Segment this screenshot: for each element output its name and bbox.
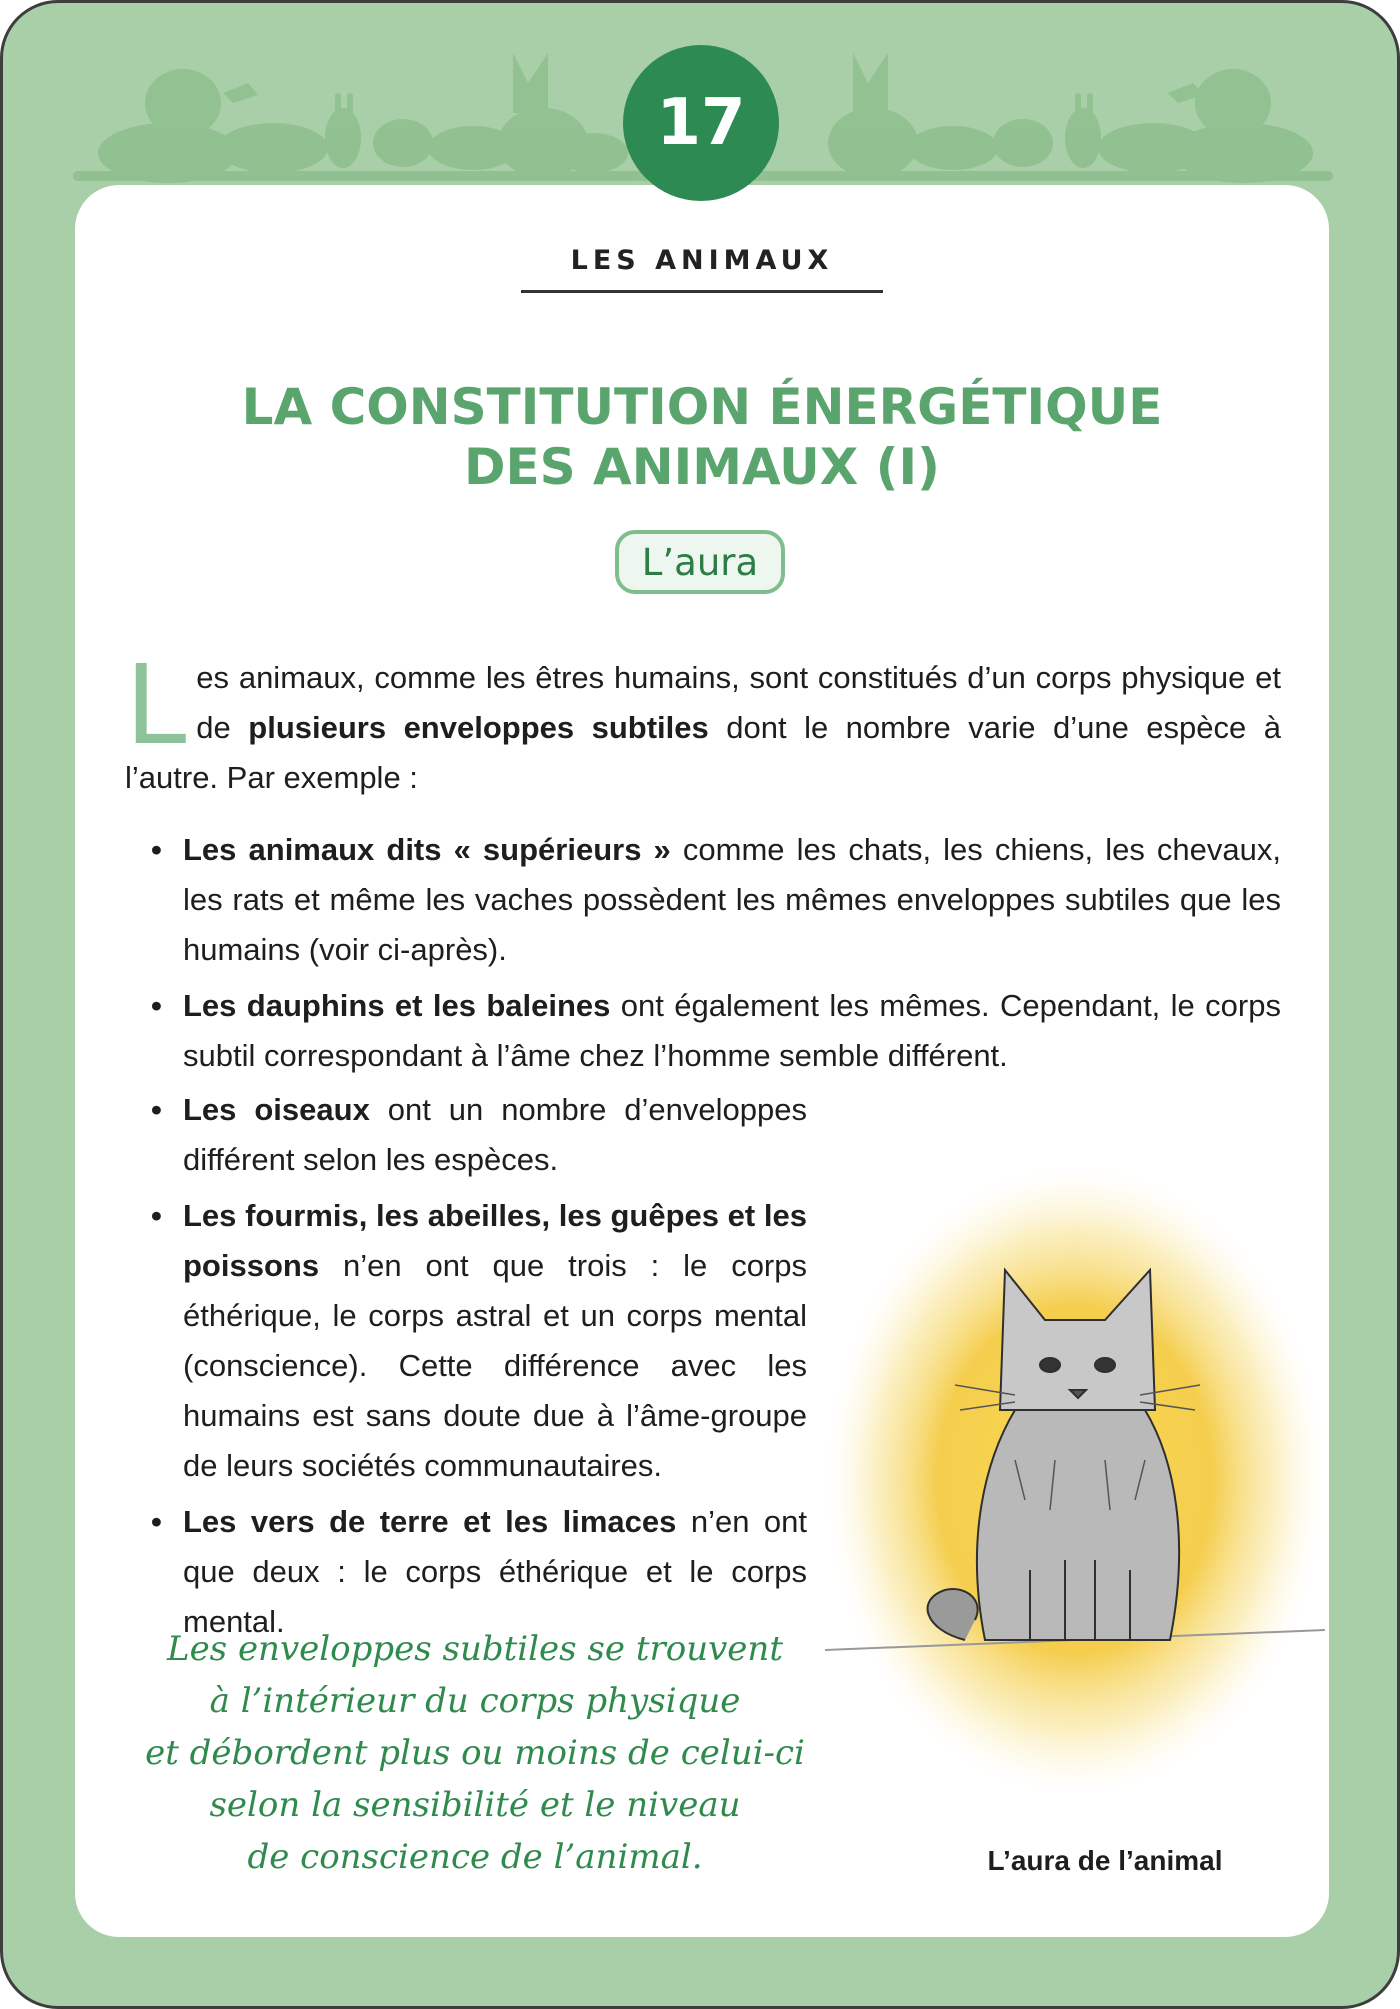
quote-line-4: selon la sensibilité et le niveau — [209, 1785, 741, 1825]
bullet-text: n’en ont que trois : le corps éthérique, le corps astral et un corps mental (conscience). Cette différence avec les humains est sans doute due à l’âme-groupe de leurs sociétés communautaires. — [183, 1248, 807, 1483]
title-line-1: LA CONSTITUTION ÉNERGÉTIQUE — [241, 378, 1163, 436]
bullet-text: ont également les mêmes. Cependant, le corps subtil correspondant à l’âme chez l’homme semble différent. — [183, 988, 1281, 1073]
bullet-bold: Les oiseaux — [183, 1092, 370, 1127]
page-title — [75, 377, 1329, 497]
quote-line-2: à l’intérieur du corps physique — [209, 1681, 741, 1721]
list-item — [147, 1085, 807, 1185]
quote-line-1: Les enveloppes subtiles se trouvent — [166, 1629, 783, 1669]
bullet-text: ont un nombre d’enveloppes différent selon les espèces. — [183, 1092, 807, 1177]
section-label: LES ANIMAUX — [570, 245, 834, 276]
bullet-dot: • — [151, 988, 162, 1023]
bullet-dot: • — [151, 1504, 162, 1539]
list-item — [147, 825, 1281, 975]
list-item — [147, 1191, 807, 1491]
card-number-badge: 17 — [623, 45, 779, 201]
bullet-bold: Les fourmis, les abeilles, les guêpes et les poissons — [183, 1198, 807, 1283]
highlight-quote — [135, 1623, 815, 1883]
bullet-bold: Les vers de terre et les limaces — [183, 1504, 677, 1539]
title-line-2: DES ANIMAUX (I) — [463, 438, 940, 496]
cat-aura-illustration — [815, 1160, 1335, 1800]
quote-line-5: de conscience de l’animal. — [247, 1837, 703, 1877]
intro-bold: plusieurs enveloppes subtiles — [248, 710, 709, 745]
content-panel — [75, 185, 1329, 1937]
bullet-list-narrow — [147, 1085, 807, 1653]
drop-cap: L — [125, 641, 187, 769]
bullet-dot: • — [151, 832, 162, 867]
intro-text-1: es animaux, comme les êtres humains, sont constitués d’un corps physique et de — [196, 660, 1281, 745]
bullet-bold: Les dauphins et les baleines — [183, 988, 611, 1023]
illustration-caption: L’aura de l’animal — [987, 1845, 1223, 1876]
bullet-text: comme les chats, les chiens, les chevaux, les rats et même les vaches possèdent les mêmes enveloppes subtiles que les humains (voir ci-après). — [183, 832, 1282, 967]
bullet-dot: • — [151, 1092, 162, 1127]
intro-text-2: dont le nombre varie d’une espèce à l’autre. Par exemple : — [125, 710, 1281, 795]
list-item — [147, 981, 1281, 1081]
bullet-dot: • — [151, 1198, 162, 1233]
bullet-list-wide — [147, 825, 1281, 1087]
intro-paragraph — [125, 641, 1281, 803]
subtitle-badge: L’aura — [615, 530, 785, 594]
bullet-text: n’en ont que deux : le corps éthérique et le corps mental. — [183, 1504, 807, 1639]
section-underline — [521, 290, 883, 293]
bullet-bold: Les animaux dits « supérieurs » — [183, 832, 671, 867]
quote-line-3: et débordent plus ou moins de celui-ci — [145, 1733, 805, 1773]
